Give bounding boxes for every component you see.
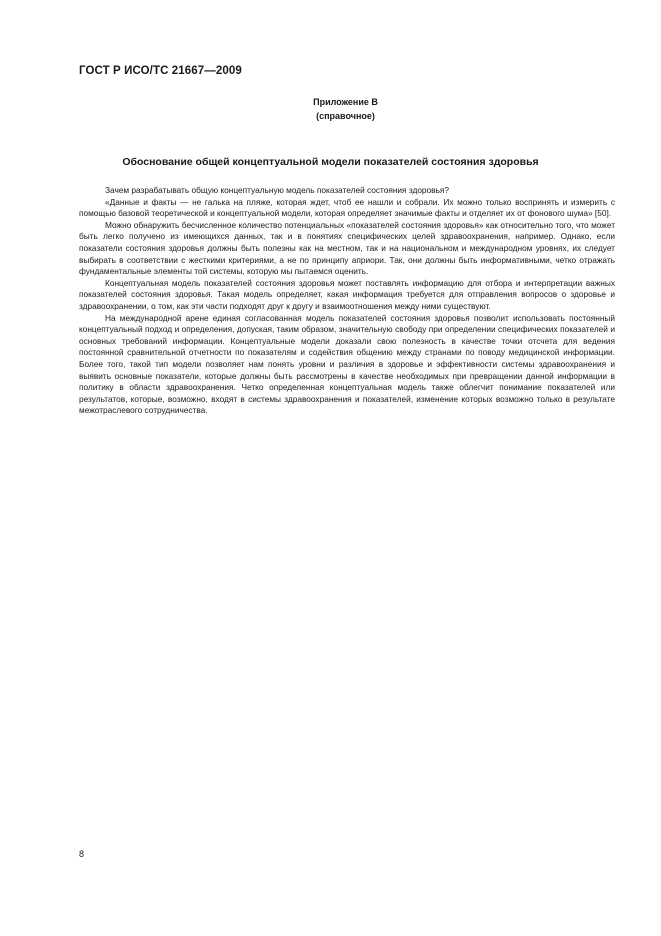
document-standard-id: ГОСТ Р ИСО/ТС 21667—2009	[79, 65, 242, 77]
paragraph: На международной арене единая согласованная модель показателей состояния здоровья позволит использовать постоянный концептуальный подход и определения, допуская, таким образом, значительную свободу при определении специфических показателей и основных требований информации. Концептуальные модели доказали свою полезность в качестве точки отсчета для ведения постоянной сравнительной отчетности по показателям и содействия общению между странами по поводу медицинской информации. Более того, такой тип модели позволяет нам понять уровни и различия в здоровье и эффективности системы здравоохранения и выявить основные показатели, которые должны быть рассмотрены в качестве необходимых при превращении данной информации в политику в области здравоохранения. Четко определенная концептуальная модель также облегчит понимание показателей или результатов, которые, возможно, входят в системы здравоохранения и показателей, изменение которых возможно только в результате межотраслевого сотрудничества.	[79, 312, 615, 416]
section-title: Обоснование общей концептуальной модели показателей состояния здоровья	[122, 156, 539, 168]
appendix-heading	[0, 95, 661, 123]
paragraph: «Данные и факты — не галька на пляже, которая ждет, чтоб ее нашли и собрали. Их можно только воспринять и измерить с помощью базовой теоретической и концептуальной модели, которая определяет значимые факты и отделяет их от фонового шума» [50].	[79, 196, 615, 219]
paragraph: Концептуальная модель показателей состояния здоровья может поставлять информацию для отбора и интерпретации важных показателей состояния здоровья. Такая модель определяет, какая информация требуется для отправления вопросов о здоровье и здравоохранении, о том, как эти части подходят друг к другу и взаимоотношения между ними существуют.	[79, 277, 615, 311]
paragraph: Можно обнаружить бесчисленное количество потенциальных «показателей состояния здоровья» как относительно того, что может быть легко получено из имеющихся данных, так и в понятиях специфических целей здравоохранения, например. Однако, если показатели состояния здоровья должны быть полезны как на местном, так и на национальном и международном уровнях, их следует выбирать в соответствии с жесткими критериями, а не по принципу априори. Так, они должны быть информативными, четко отражать фундаментальные элементы той системы, которую мы пытаемся оценить.	[79, 219, 615, 277]
page-number: 8	[79, 849, 85, 859]
body-text	[79, 185, 615, 417]
paragraph: Зачем разрабатывать общую концептуальную модель показателей состояния здоровья?	[105, 185, 449, 195]
appendix-title: Приложение В	[313, 97, 378, 107]
appendix-type: (справочное)	[316, 111, 375, 121]
